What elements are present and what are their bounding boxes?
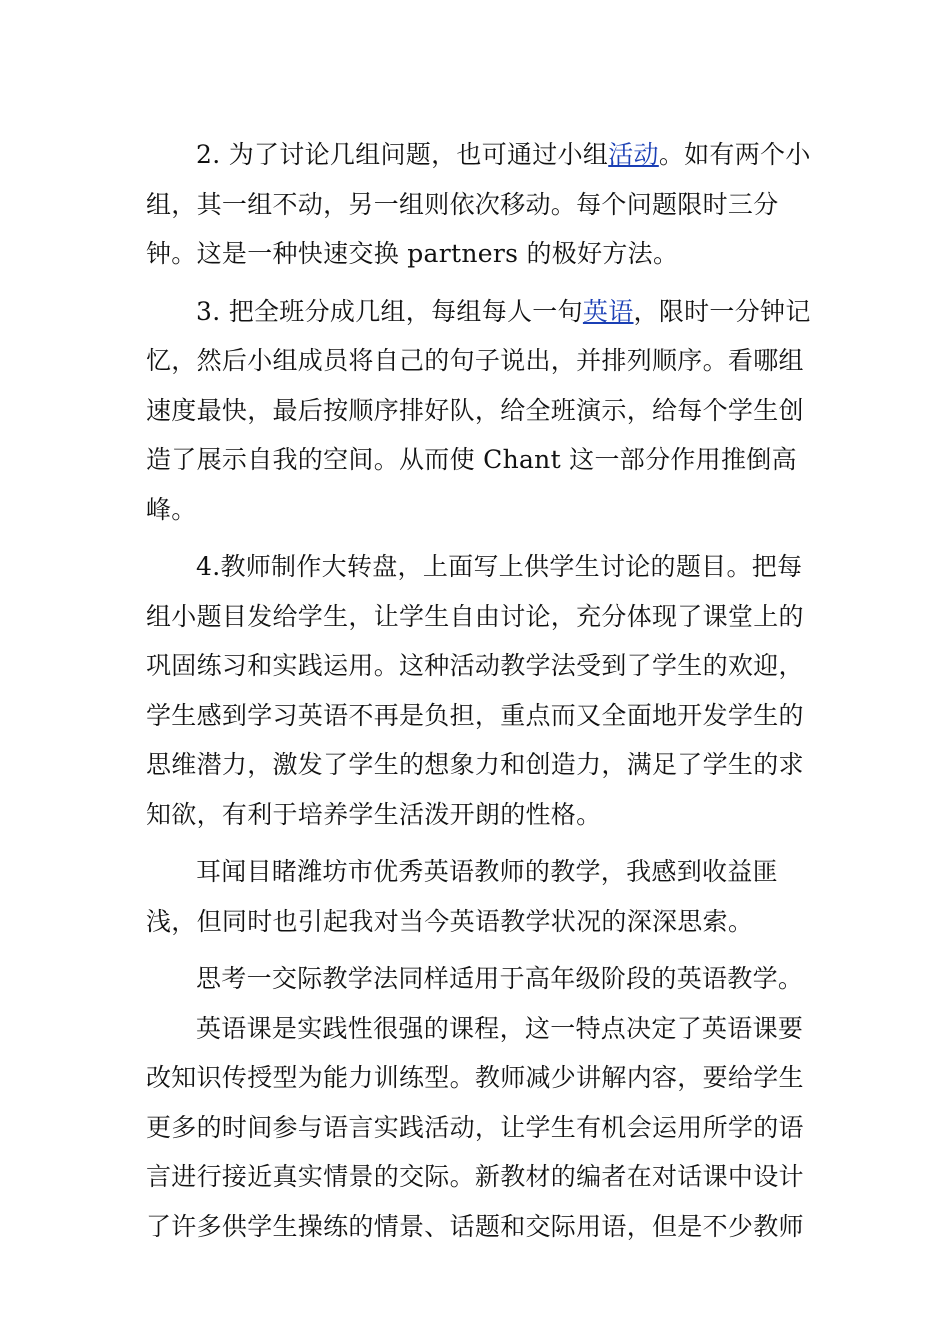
paragraph-3-text: 4.教师制作大转盘，上面写上供学生讨论的题目。把每组小题目发给学生，让学生自由讨论，充分体现了课堂上的巩固练习和实践运用。这种活动教学法受到了学生的欢迎，学生感到学习英语不再是负担，重点而又全面地开发学生的思维潜力，激发了学生的想象力和创造力，满足了学生的求知欲，有利于培养学生活泼开朗的性格。 [146, 552, 804, 829]
paragraph-6-text: 英语课是实践性很强的课程，这一特点决定了英语课要改知识传授型为能力训练型。教师减少讲解内容，要给学生更多的时间参与语言实践活动，让学生有机会运用所学的语言进行接近真实情景的交际。新教材的编者在对话课中设计了许多供学生操练的情景、话题和交际用语，但是不少教师 [146, 1013, 804, 1241]
paragraph-3 [146, 542, 814, 839]
activity-link[interactable]: 活动 [608, 140, 659, 169]
paragraph-1-part-2: 。如有两个小组，其一组不动，另一组则依次移动。每个问题限时三分钟。这是一种快速交换 partners 的极好方法。 [146, 140, 811, 268]
document-page [146, 130, 814, 1251]
paragraph-4-text: 耳闻目睹潍坊市优秀英语教师的教学，我感到收益匪浅，但同时也引起我对当今英语教学状况的深深思索。 [146, 857, 778, 936]
paragraph-1 [146, 130, 814, 279]
paragraph-6 [146, 1004, 814, 1252]
paragraph-5 [146, 954, 814, 1004]
paragraph-2 [146, 287, 814, 535]
paragraph-1-part-1: 2. 为了讨论几组问题，也可通过小组 [196, 140, 609, 169]
paragraph-2-part-1: 3. 把全班分成几组，每组每人一句 [196, 296, 583, 326]
paragraph-2-part-2: ，限时一分钟记忆，然后小组成员将自己的句子说出，并排列顺序。看哪组速度最快，最后按顺序排好队，给全班演示，给每个学生创造了展示自我的空间。从而使 Chant 这一部分作用推倒高峰。 [146, 296, 811, 524]
english-link[interactable]: 英语 [582, 296, 634, 326]
paragraph-5-text: 思考一交际教学法同样适用于高年级阶段的英语教学。 [196, 964, 804, 993]
paragraph-4 [146, 847, 814, 946]
